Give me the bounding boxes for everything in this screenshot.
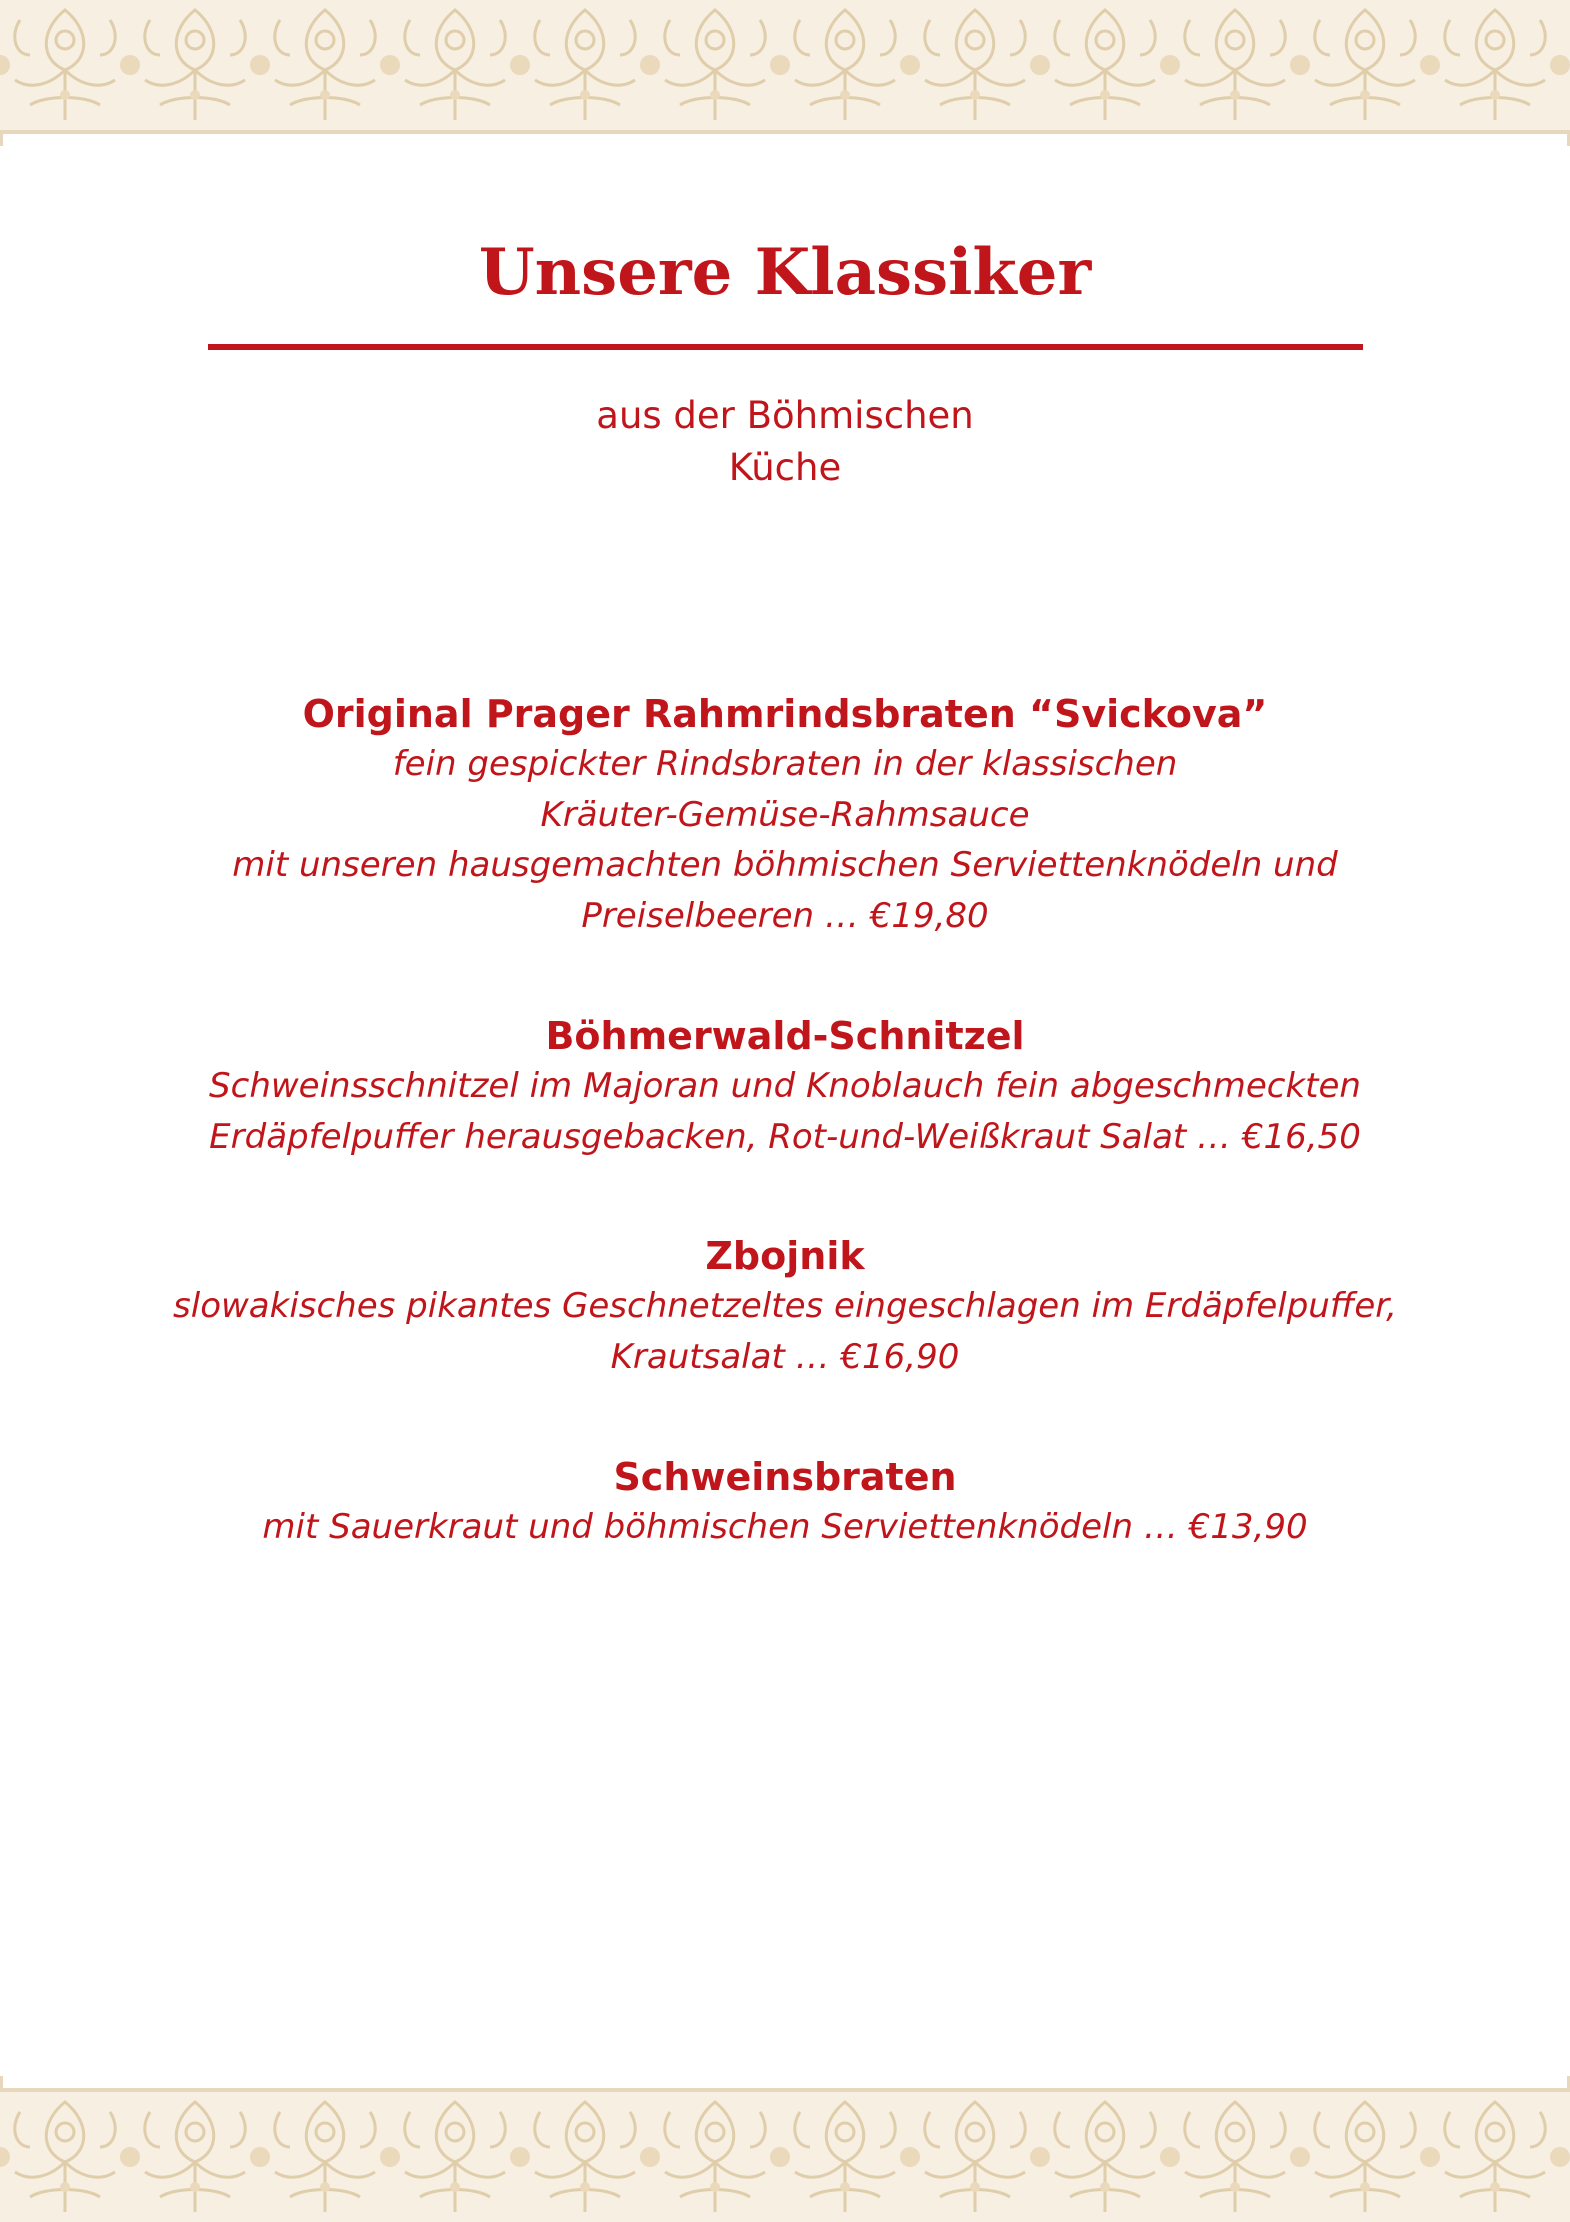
description-line: Preiselbeeren … €19,80 bbox=[581, 895, 989, 936]
description-line: fein gespickter Rindsbraten in der klassischen bbox=[392, 744, 1178, 784]
description-line: mit Sauerkraut und böhmischen Serviettenknödeln … €13,90 bbox=[262, 1507, 1308, 1547]
description-line: Erdäpfelpuffer herausgebacken, Rot-und-Weißkraut Salat … €16,50 bbox=[209, 1116, 1361, 1157]
bottom-left-tick bbox=[0, 2076, 3, 2092]
dish-name: Schweinsbraten bbox=[613, 1455, 957, 1499]
bottom-ornament-border bbox=[0, 2092, 1570, 2222]
dish-name: Zbojnik bbox=[705, 1234, 865, 1278]
subtitle-line: Küche bbox=[728, 446, 842, 489]
description-line: Krautsalat … €16,90 bbox=[610, 1336, 960, 1377]
title-divider bbox=[208, 344, 1363, 350]
description-line: Schweinsschnitzel im Majoran und Knoblauch fein abgeschmeckten bbox=[209, 1066, 1361, 1106]
dish-schweinsbraten bbox=[0, 1452, 1570, 1553]
menu-subtitle bbox=[0, 390, 1570, 494]
description-line: slowakisches pikantes Geschnetzeltes eingeschlagen im Erdäpfelpuffer, bbox=[173, 1286, 1397, 1326]
dish-name: Original Prager Rahmrindsbraten “Svickova” bbox=[302, 692, 1268, 736]
dish-name: Böhmerwald-Schnitzel bbox=[545, 1014, 1025, 1058]
top-border-line bbox=[0, 130, 1570, 134]
description-line: mit unseren hausgemachten böhmischen Serviettenknödeln und bbox=[232, 845, 1338, 885]
damask-pattern bbox=[0, 2092, 1570, 2222]
dish-svickova bbox=[0, 689, 1570, 941]
damask-pattern bbox=[0, 0, 1570, 130]
dish-boehmerwald-schnitzel bbox=[0, 1011, 1570, 1162]
dish-description bbox=[0, 1502, 1570, 1553]
menu-title: Unsere Klassiker bbox=[478, 235, 1092, 310]
dish-description bbox=[0, 1061, 1570, 1162]
dish-description bbox=[0, 739, 1570, 941]
subtitle-line: aus der Böhmischen bbox=[596, 394, 974, 437]
top-ornament-border bbox=[0, 0, 1570, 130]
description-line: Kräuter-Gemüse-Rahmsauce bbox=[540, 794, 1030, 835]
top-left-tick bbox=[0, 130, 3, 146]
dish-description bbox=[0, 1281, 1570, 1382]
dish-zbojnik bbox=[0, 1231, 1570, 1382]
